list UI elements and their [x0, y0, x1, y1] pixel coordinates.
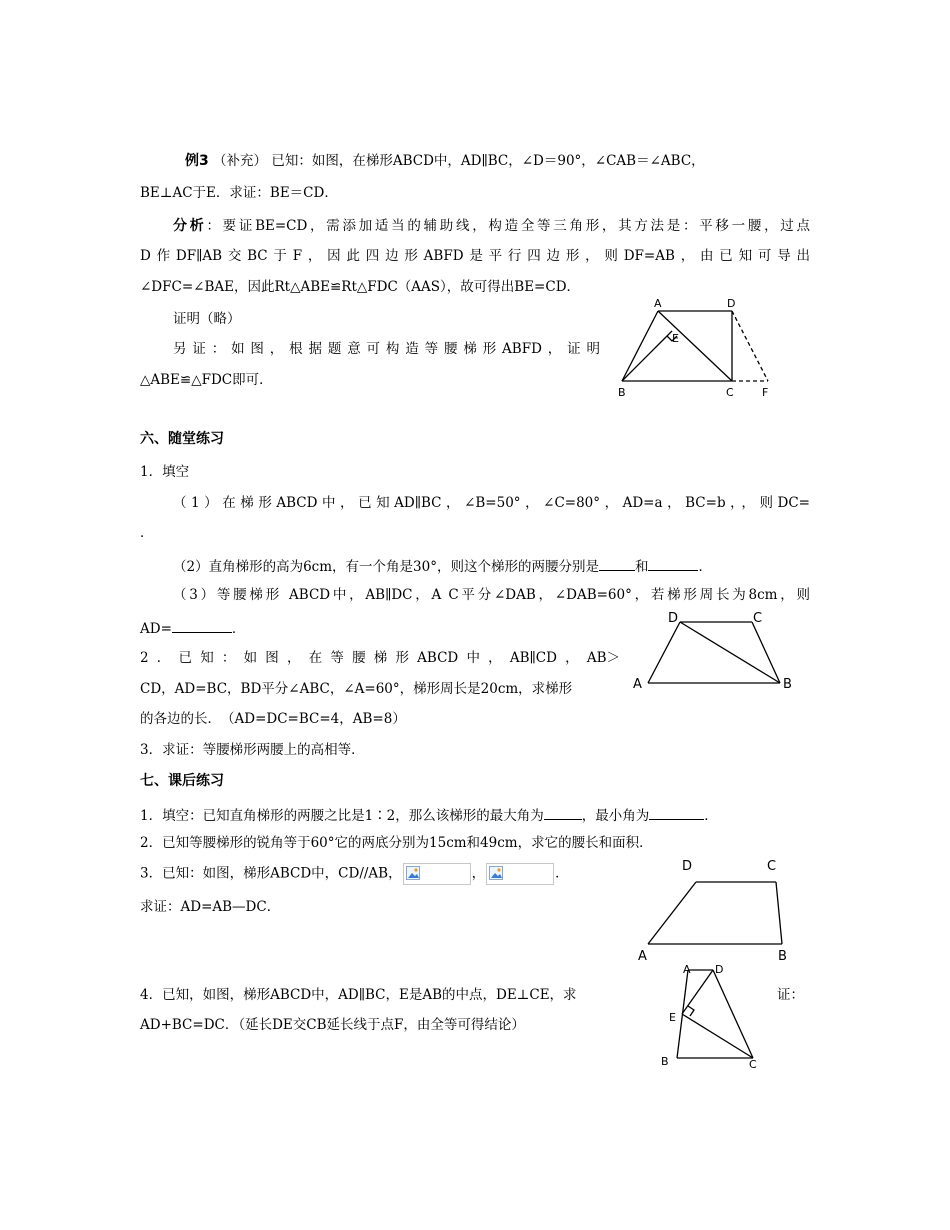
s6-q1-3-blank[interactable] — [172, 618, 232, 633]
example3-label: 例3 — [185, 153, 209, 169]
example3-given: （补充） 已知：如图，在梯形ABCD中，AD∥BC，∠D＝90°，∠CAB＝∠ABC， — [213, 153, 705, 169]
label-e: E — [672, 332, 679, 345]
proof-omitted: 证明（略） — [173, 311, 241, 327]
label-c: C — [753, 611, 763, 626]
s6-q2-figure — [628, 608, 808, 692]
s6-q1-2-and: 和 — [634, 559, 649, 575]
s6-q3: 3．求证：等腰梯形两腰上的高相等． — [140, 742, 365, 758]
formula-image-placeholder-1 — [403, 863, 471, 885]
label-a: A — [633, 677, 642, 692]
edge-dc — [713, 970, 753, 1058]
s6-q2-line1: 2．已知：如图，在等腰梯形ABCD中，AB∥CD，AB＞ — [140, 650, 620, 666]
edge-cb — [776, 882, 782, 944]
label-d: D — [668, 611, 679, 626]
s7-q3-end: ． — [555, 865, 569, 882]
s7-q3-text: 3．已知：如图，梯形ABCD中，CD//AB， — [140, 865, 402, 882]
s7-q1-end: ． — [704, 808, 718, 824]
edge-ad — [648, 622, 680, 683]
s6-q1-3-line2 — [140, 618, 245, 638]
label-b: B — [661, 1055, 669, 1068]
analysis-line3: ∠DFC=∠BAE，因此Rt△ABE≌Rt△FDC（AAS），故可得出BE=CD． — [140, 279, 581, 295]
s7-q1-blank1[interactable] — [544, 805, 582, 820]
s7-q2: 2．已知等腰梯形的锐角等于60°它的两底分别为15cm和49cm，求它的腰长和面积． — [140, 835, 653, 851]
s7-q3-line2: 求证：AD=AB—DC． — [140, 899, 281, 915]
s6-q1-2-end: ． — [698, 559, 712, 575]
s6-q1-3-line1: （3）等腰梯形 ABCD中，AB∥DC，A C平分∠DAB，∠DAB=60°，若梯形周长为8cm，则 — [173, 587, 810, 603]
s7-q3-line1 — [140, 863, 569, 885]
edge-ad — [648, 882, 696, 944]
analysis-label: 分析 — [173, 218, 207, 234]
dashed-df — [732, 311, 768, 381]
s6-q1-2-blank1[interactable] — [599, 556, 635, 571]
label-a: A — [683, 964, 691, 976]
example3-line2: BE⊥AC于E．求证：BE＝CD． — [140, 185, 338, 201]
label-d: D — [715, 964, 724, 976]
section7-title: 七、课后练习 — [140, 773, 224, 789]
s7-q4-line1: 4．已知，如图，梯形ABCD中，AD∥BC，E是AB的中点，DE⊥CE，求 — [140, 987, 577, 1003]
s7-q1 — [140, 805, 718, 825]
label-a: A — [654, 297, 662, 310]
s6-q1-2 — [173, 556, 712, 576]
picture-icon — [489, 866, 503, 880]
label-f: F — [762, 386, 769, 399]
s6-q2-line2: CD，AD=BC，BD平分∠ABC，∠A=60°，梯形周长是20cm，求梯形 — [140, 681, 573, 697]
analysis-line2: D作DF∥AB交BC于F，因此四边形ABFD是平行四边形，则DF=AB，由已知可导出 — [140, 248, 810, 264]
segment-be — [622, 331, 672, 381]
diagonal-bd — [680, 622, 780, 683]
example3-line1 — [185, 152, 705, 170]
formula-image-placeholder-2 — [486, 863, 554, 885]
s6-q1-3-end: ． — [231, 621, 246, 637]
s6-q1-1-line1: （1）在梯形ABCD中，已知AD∥BC，∠B=50°，∠C=80°，AD=a，BC=b，，则DC= — [173, 495, 810, 511]
label-c: C — [749, 1058, 757, 1071]
label-c: C — [726, 386, 734, 399]
alt-proof-line2: △ABE≌△FDC即可． — [140, 372, 273, 388]
picture-icon — [406, 866, 420, 880]
label-b: B — [618, 386, 626, 399]
label-b: B — [783, 677, 792, 692]
analysis-text1: ：要证BE=CD，需添加适当的辅助线，构造全等三角形，其方法是：平移一腰，过点 — [206, 218, 810, 234]
s7-q1-min: ，最小角为 — [581, 808, 650, 824]
label-c: C — [767, 859, 777, 874]
s6-q1-2-blank2[interactable] — [648, 556, 698, 571]
example3-figure — [610, 295, 780, 405]
s6-q1-1-line2: ． — [140, 525, 154, 541]
s6-q1: 1．填空 — [140, 464, 190, 480]
s6-q1-3-ad: AD= — [140, 621, 172, 637]
edge-ab — [622, 311, 658, 381]
s7-q4-line1-tail: 证： — [777, 987, 804, 1003]
analysis-line1 — [173, 217, 810, 235]
s7-q3-figure — [632, 852, 802, 964]
label-d: D — [682, 859, 693, 874]
s7-q1-text: 1．填空：已知直角梯形的两腰之比是1∶2，那么该梯形的最大角为 — [140, 808, 544, 824]
label-a: A — [638, 949, 647, 964]
label-b: B — [778, 949, 787, 964]
label-e: E — [669, 1011, 676, 1024]
s7-q4-figure — [655, 964, 775, 1072]
alt-proof-line1: 另证：如图，根据题意可构造等腰梯形ABFD，证明 — [173, 341, 600, 357]
s7-q1-blank2[interactable] — [649, 805, 704, 820]
s6-q2-line3: 的各边的长． （AD=DC=BC=4，AB=8） — [140, 711, 406, 727]
right-angle-mark-e — [688, 1006, 694, 1016]
s6-q1-2-text: （2）直角梯形的高为6cm，有一个角是30°，则这个梯形的两腰分别是 — [173, 559, 599, 575]
diagonal-ac — [658, 311, 732, 381]
section6-title: 六、随堂练习 — [140, 431, 224, 447]
label-d: D — [727, 297, 736, 310]
s7-q3-sep: ， — [471, 865, 486, 882]
s7-q4-line2: AD+BC=DC．（延长DE交CB延长线于点F，由全等可得结论） — [140, 1017, 525, 1033]
